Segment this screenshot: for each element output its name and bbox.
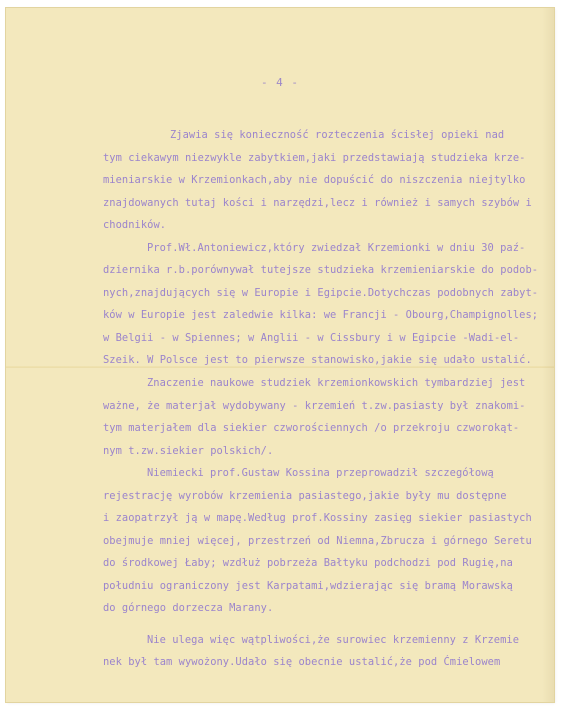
text-line: ważne, że materjał wydobywany - krzemień t.zw.pasiasty był znakomi-: [103, 400, 526, 412]
text-line: do górnego dorzecza Marany.: [103, 602, 274, 614]
text-line: i zaopatrzył ją w mapę.Według prof.Kossiny zasięg siekier pasiastych: [103, 512, 532, 524]
text-line: obejmuje mniej więcej, przestrzeń od Niemna,Zbrucza i górnego Seretu: [103, 535, 532, 547]
text-line: dziernika r.b.porównywał tutejsze studzieka krzemieniarskie do podob-: [103, 264, 539, 276]
text-line: mieniarskie w Krzemionkach,aby nie dopuścić do niszczenia niejtylko: [103, 174, 526, 186]
text-line: nych,znajdujących się w Europie i Egipcie.Dotychczas podobnych zabyt-: [103, 287, 539, 299]
text-line: tym ciekawym niezwykle zabytkiem,jaki przedstawiają studzieka krze-: [103, 152, 526, 164]
text-line: Prof.Wł.Antoniewicz,który zwiedzał Krzemionki w dniu 30 paź-: [147, 242, 526, 254]
text-line: ków w Europie jest zaledwie kilka: we Francji - Obourg,Champignolles;: [103, 309, 539, 321]
text-line: Szeik. W Polsce jest to pierwsze stanowisko,jakie się udało ustalić.: [103, 354, 532, 366]
text-line: południu ograniczony jest Karpatami,wdzierając się bramą Morawską: [103, 580, 513, 592]
document-page: [6, 8, 554, 702]
text-line: rejestrację wyrobów krzemienia pasiastego,jakie były mu dostępne: [103, 490, 507, 502]
page-edge-shadow: [542, 8, 554, 702]
text-line: znajdowanych tutaj kości i narzędzi,lecz i również i samych szybów i: [103, 197, 532, 209]
text-line: chodników.: [103, 219, 167, 231]
text-line: do środkowej Łaby; wzdłuż pobrzeża Bałtyku podchodzi pod Rugię,na: [103, 557, 513, 569]
page-number: - 4 -: [260, 76, 300, 89]
text-line: Zjawia się konieczność rozteczenia ścisłej opieki nad: [170, 129, 505, 141]
text-line: Niemiecki prof.Gustaw Kossina przeprowadził szczegółową: [147, 467, 494, 479]
text-line: nym t.zw.siekier polskich/.: [103, 445, 274, 457]
text-line: nek był tam wywożony.Udało się obecnie ustalić,że pod Ćmielowem: [103, 656, 501, 668]
text-line: Nie ulega więc wątpliwości,że surowiec krzemienny z Krzemie: [147, 634, 520, 646]
text-line: w Belgii - w Spiennes; w Anglii - w Cissbury i w Egipcie -Wadi-el-: [103, 332, 520, 344]
text-line: tym materjałem dla siekier czworościennych /o przekroju czworokąt-: [103, 422, 520, 434]
page-fold: [6, 366, 554, 368]
text-line: Znaczenie naukowe studziek krzemionkowskich tymbardziej jest: [147, 377, 526, 389]
